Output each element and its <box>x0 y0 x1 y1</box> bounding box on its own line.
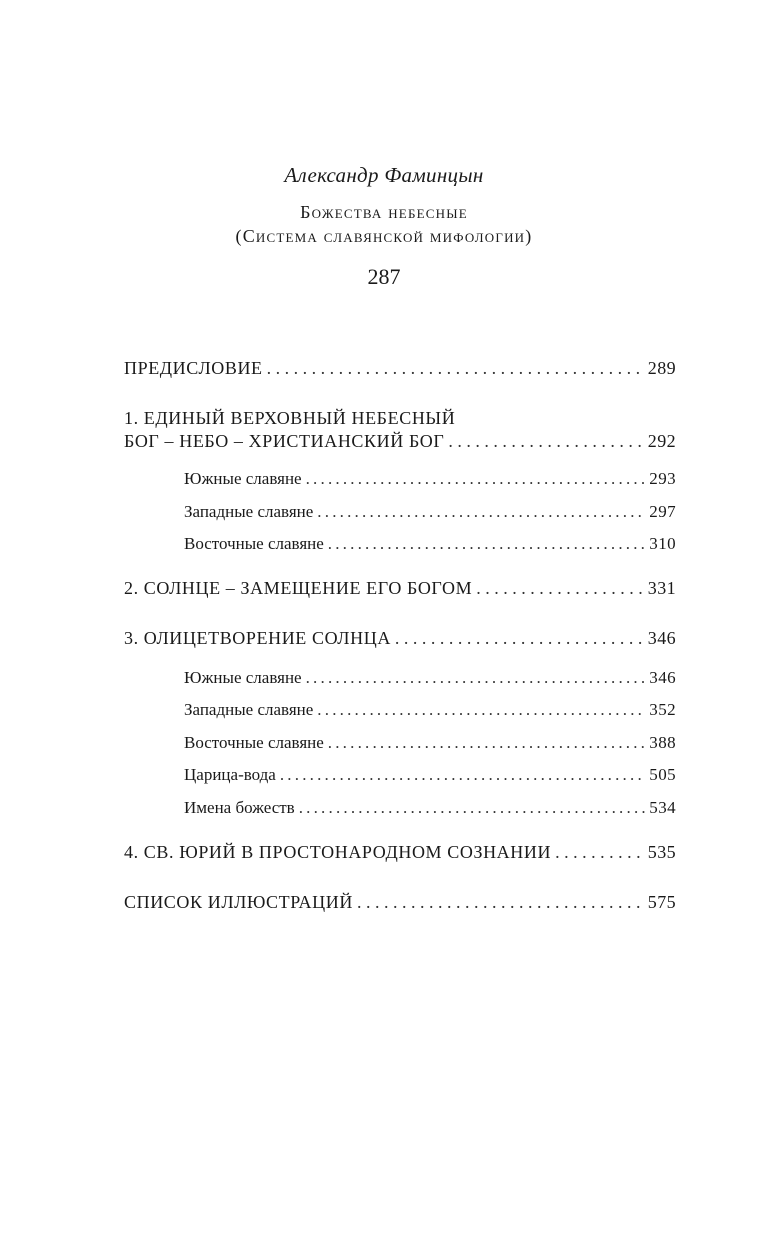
dot-leader <box>555 842 644 863</box>
toc-subentry[interactable] <box>184 469 676 489</box>
toc-subentry-label: Западные славяне <box>184 700 314 719</box>
toc-entry-page: 331 <box>647 578 676 598</box>
toc-entry-label: ПРЕДИСЛОВИЕ <box>124 358 263 378</box>
toc-subentry[interactable] <box>184 502 676 522</box>
toc-entry-ch1-line1[interactable]: 1. ЕДИНЫЙ ВЕРХОВНЫЙ НЕБЕСНЫЙ <box>124 408 456 428</box>
toc-subentry-page: 293 <box>649 469 676 488</box>
toc-subentry-label: Восточные славяне <box>184 534 324 553</box>
toc-entry-label: 3. ОЛИЦЕТВОРЕНИЕ СОЛНЦА <box>124 628 391 648</box>
author-name: Александр Фаминцын <box>284 163 484 187</box>
toc-subentry-label: Южные славяне <box>184 469 302 488</box>
toc-subentry-label: Восточные славяне <box>184 733 324 752</box>
toc-entry-ch1[interactable] <box>124 431 676 452</box>
dot-leader <box>317 502 645 522</box>
toc-entry-page: 289 <box>647 358 676 378</box>
toc-subentry-label: Имена божеств <box>184 798 295 817</box>
toc-subentry[interactable] <box>184 534 676 554</box>
toc-subentry-page: 346 <box>649 668 676 687</box>
dot-leader <box>306 668 646 688</box>
dot-leader <box>395 628 644 649</box>
dot-leader <box>267 358 644 379</box>
toc-subentry-page: 534 <box>649 798 676 817</box>
toc-entry-ch3[interactable] <box>124 628 676 649</box>
toc-entry-label: СПИСОК ИЛЛЮСТРАЦИЙ <box>124 892 353 912</box>
toc-entry-page: 346 <box>647 628 676 648</box>
dot-leader <box>280 765 645 785</box>
book-title: Божества небесные <box>300 202 468 222</box>
toc-subentry-label: Западные славяне <box>184 502 314 521</box>
dot-leader <box>328 534 646 554</box>
dot-leader <box>299 798 646 818</box>
toc-subentry-page: 505 <box>649 765 676 784</box>
toc-subentry-page: 297 <box>649 502 676 521</box>
toc-entry-ch4[interactable] <box>124 842 676 863</box>
toc-subentry[interactable] <box>184 798 676 818</box>
toc-subentry[interactable] <box>184 765 676 785</box>
dot-leader <box>317 700 645 720</box>
toc-entry-label: БОГ – НЕБО – ХРИСТИАНСКИЙ БОГ <box>124 431 445 451</box>
toc-subentry-page: 310 <box>649 534 676 553</box>
toc-entry-page: 575 <box>647 892 676 912</box>
dot-leader <box>357 892 644 913</box>
toc-entry-preface[interactable] <box>124 358 676 379</box>
toc-entry-page: 292 <box>647 431 676 451</box>
toc-subentry-label: Южные славяне <box>184 668 302 687</box>
toc-entry-label: 2. СОЛНЦЕ – ЗАМЕЩЕНИЕ ЕГО БОГОМ <box>124 578 473 598</box>
dot-leader <box>476 578 644 599</box>
toc-subentry[interactable] <box>184 733 676 753</box>
section-start-page: 287 <box>367 264 401 289</box>
dot-leader <box>306 469 646 489</box>
toc-entry-ch2[interactable] <box>124 578 676 599</box>
toc-entry-illustrations[interactable] <box>124 892 676 913</box>
toc-entry-label: 4. СВ. ЮРИЙ В ПРОСТОНАРОДНОМ СОЗНАНИИ <box>124 842 552 862</box>
toc-subentry[interactable] <box>184 700 676 720</box>
toc-subentry-page: 388 <box>649 733 676 752</box>
dot-leader <box>328 733 646 753</box>
toc-subentry-label: Царица-вода <box>184 765 276 784</box>
book-subtitle: (Система славянской мифологии) <box>235 226 533 246</box>
toc-subentry[interactable] <box>184 668 676 688</box>
dot-leader <box>448 431 643 452</box>
toc-entry-page: 535 <box>647 842 676 862</box>
toc-subentry-page: 352 <box>649 700 676 719</box>
